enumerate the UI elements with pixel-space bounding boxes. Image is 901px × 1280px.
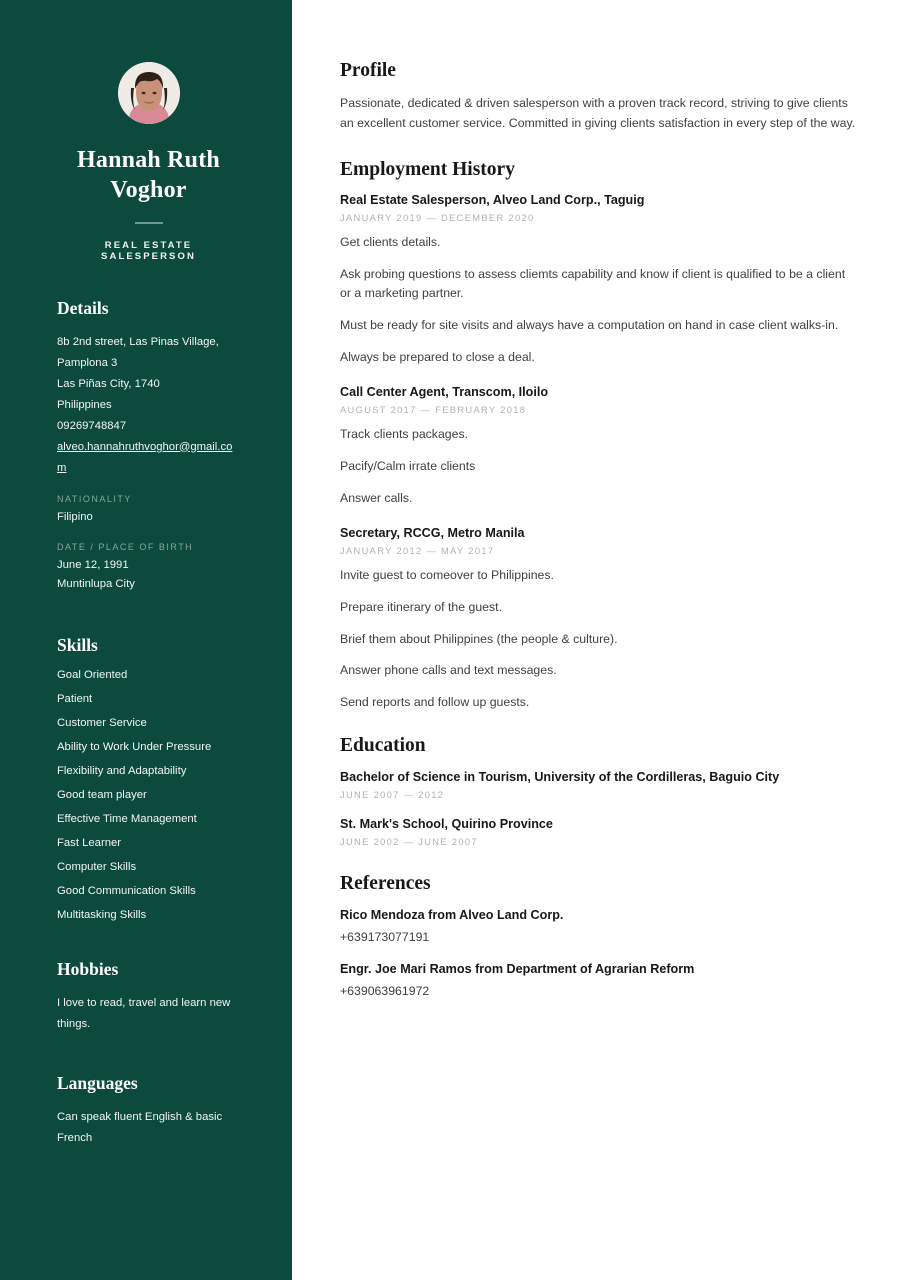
job-date: AUGUST 2017 — FEBRUARY 2018	[340, 405, 527, 416]
profile-section	[340, 60, 856, 133]
job-duty: Brief them about Philippines (the people & culture).	[340, 631, 618, 646]
skill-item: Effective Time Management	[57, 812, 197, 825]
references-section	[340, 873, 856, 1001]
main-content	[292, 0, 901, 1280]
address-line: Las Piñas City, 1740	[57, 377, 160, 390]
job-duty: Invite guest to comeover to Philippines.	[340, 568, 554, 583]
full-name: Hannah Ruth Voghor	[77, 147, 220, 203]
skill-item: Ability to Work Under Pressure	[57, 740, 212, 753]
languages-heading: Languages	[57, 1072, 138, 1093]
skill-item: Flexibility and Adaptability	[57, 764, 187, 777]
job-title: Call Center Agent, Transcom, Iloilo	[340, 385, 549, 400]
address-line: Pamplona 3	[57, 356, 118, 369]
skills-section	[57, 635, 240, 921]
reference-phone: +639063961972	[340, 984, 430, 999]
birth-place: Muntinlupa City	[57, 578, 135, 591]
reference-name: Rico Mendoza from Alveo Land Corp.	[340, 907, 564, 922]
skill-item: Computer Skills	[57, 860, 137, 873]
education-section	[340, 735, 856, 847]
languages-section	[57, 1073, 240, 1149]
skill-item: Customer Service	[57, 716, 147, 729]
education-entry	[340, 816, 856, 847]
reference-phone: +639173077191	[340, 929, 430, 944]
degree-date: JUNE 2007 — 2012	[340, 789, 445, 800]
address-line: Philippines	[57, 398, 112, 411]
job-title: Real Estate Salesperson, Alveo Land Corp., Taguig	[340, 193, 645, 208]
sidebar	[0, 0, 292, 1280]
job-duty: Answer phone calls and text messages.	[340, 663, 557, 678]
email-link[interactable]: alveo.hannahruthvoghor@gmail.com	[57, 440, 233, 474]
avatar	[118, 62, 180, 124]
birth-date: June 12, 1991	[57, 558, 129, 571]
employment-entry	[340, 525, 856, 712]
skill-item: Goal Oriented	[57, 668, 128, 681]
degree-title: St. Mark's School, Quirino Province	[340, 816, 553, 831]
degree-date: JUNE 2002 — JUNE 2007	[340, 836, 478, 847]
reference-entry	[340, 961, 856, 1000]
name-divider	[135, 222, 163, 224]
job-duty: Ask probing questions to assess cliemts capability and know if client is qualified to be a client or a marketing partner.	[340, 266, 846, 301]
portrait-photo-icon	[118, 62, 180, 124]
phone-number: 09269748847	[57, 419, 127, 432]
job-duty: Get clients details.	[340, 235, 441, 250]
skill-item: Good team player	[57, 788, 147, 801]
hobbies-section	[57, 959, 240, 1035]
employment-section	[340, 159, 856, 713]
hobbies-text: I love to read, travel and learn new things.	[57, 996, 231, 1030]
job-duty: Send reports and follow up guests.	[340, 695, 530, 710]
education-entry	[340, 769, 856, 800]
job-duty: Always be prepared to close a deal.	[340, 349, 535, 364]
job-duty: Track clients packages.	[340, 427, 469, 442]
job-duty: Prepare itinerary of the guest.	[340, 600, 502, 615]
employment-heading: Employment History	[340, 159, 515, 181]
profile-heading: Profile	[340, 60, 396, 81]
details-section	[57, 298, 240, 595]
reference-name: Engr. Joe Mari Ramos from Department of Agrarian Reform	[340, 962, 695, 977]
references-heading: References	[340, 872, 431, 894]
reference-entry	[340, 907, 856, 946]
role-title: REAL ESTATE SALESPERSON	[101, 239, 196, 262]
profile-text: Passionate, dedicated & driven salesperson with a proven track record, striving to give clients an excellent customer service. Committed in giving clients satisfaction in every step of the way.	[340, 96, 856, 131]
job-date: JANUARY 2012 — MAY 2017	[340, 546, 495, 557]
languages-text: Can speak fluent English & basic French	[57, 1110, 223, 1144]
birth-label: DATE / PLACE OF BIRTH	[57, 541, 194, 552]
job-duty: Must be ready for site visits and always have a computation on hand in case client walks-in.	[340, 318, 839, 333]
nationality-label: NATIONALITY	[57, 493, 132, 504]
details-heading: Details	[57, 297, 109, 318]
job-date: JANUARY 2019 — DECEMBER 2020	[340, 213, 535, 224]
skill-item: Patient	[57, 692, 93, 705]
nationality-value: Filipino	[57, 510, 93, 523]
skill-item: Multitasking Skills	[57, 908, 147, 921]
job-duty: Pacify/Calm irrate clients	[340, 459, 476, 474]
skill-item: Good Communication Skills	[57, 884, 196, 897]
job-title: Secretary, RCCG, Metro Manila	[340, 526, 525, 541]
employment-entry	[340, 384, 856, 508]
hobbies-heading: Hobbies	[57, 958, 119, 979]
employment-entry	[340, 192, 856, 367]
skills-heading: Skills	[57, 634, 98, 655]
education-heading: Education	[340, 734, 426, 756]
degree-title: Bachelor of Science in Tourism, University of the Cordilleras, Baguio City	[340, 769, 780, 784]
job-duty: Answer calls.	[340, 490, 413, 505]
skill-item: Fast Learner	[57, 836, 122, 849]
avatar-container	[57, 62, 240, 124]
address-line: 8b 2nd street, Las Pinas Village,	[57, 335, 219, 348]
